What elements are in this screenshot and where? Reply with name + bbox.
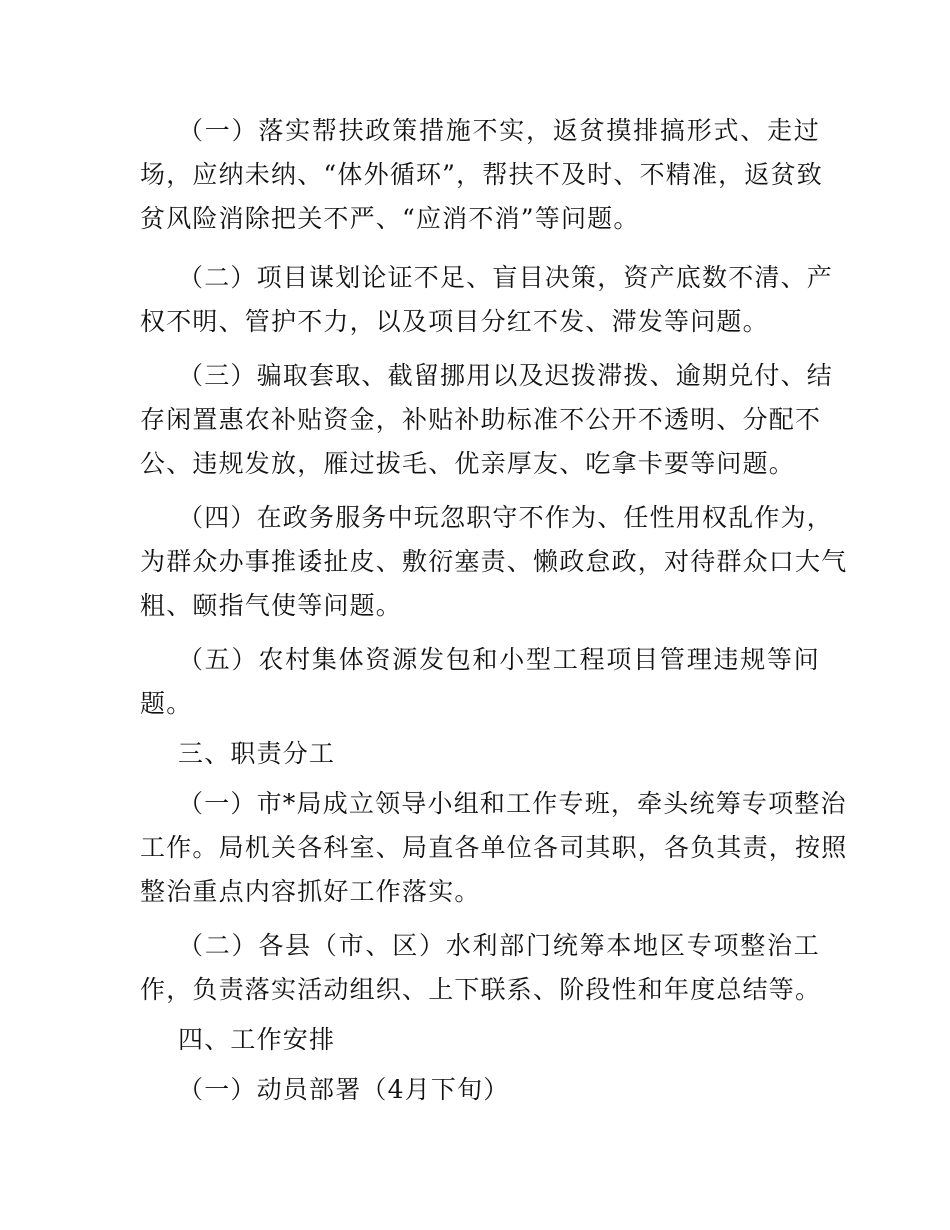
paragraph-line: （二）各县（市、区）水利部门统筹本地区专项整治工 [178,931,820,960]
section-heading: 四、工作安排 [178,1025,336,1054]
paragraph-line: （一）市*局成立领导小组和工作专班，牵头统筹专项整治 [178,789,847,818]
paragraph-line: （五）农村集体资源发包和小型工程项目管理违规等问 [178,645,820,674]
paragraph-line: 作，负责落实活动组织、上下联系、阶段性和年度总结等。 [140,975,822,1004]
paragraph-line: 整治重点内容抓好工作落实。 [140,877,481,906]
paragraph-line: （一）落实帮扶政策措施不实，返贫摸排搞形式、走过 [178,116,820,145]
paragraph-line: 存闲置惠农补贴资金，补贴补助标准不公开不透明、分配不 [140,405,822,434]
subsection-heading: （一）动员部署（4月下旬） [178,1075,510,1104]
paragraph-line: 粗、颐指气使等问题。 [140,591,403,620]
paragraph-line: 为群众办事推诿扯皮、敷衍塞责、懒政怠政，对待群众口大气 [140,547,848,576]
paragraph-line: 贫风险消除把关不严、“应消不消”等问题。 [140,204,640,233]
paragraph-line: 权不明、管护不力，以及项目分红不发、滞发等问题。 [140,307,769,336]
paragraph-line: 场，应纳未纳、“体外循环”，帮扶不及时、不精准，返贫致 [140,160,823,189]
paragraph-line: 公、违规发放，雁过拔毛、优亲厚友、吃拿卡要等问题。 [140,449,796,478]
section-heading: 三、职责分工 [178,739,336,768]
paragraph-line: 题。 [140,689,193,718]
paragraph-line: 工作。局机关各科室、局直各单位各司其职，各负其责，按照 [140,833,848,862]
paragraph-line: （三）骗取套取、截留挪用以及迟拨滞拨、逾期兑付、结 [178,361,834,390]
paragraph-line: （二）项目谋划论证不足、盲目决策，资产底数不清、产 [178,263,834,292]
paragraph-line: （四）在政务服务中玩忽职守不作为、任性用权乱作为， [178,503,834,532]
